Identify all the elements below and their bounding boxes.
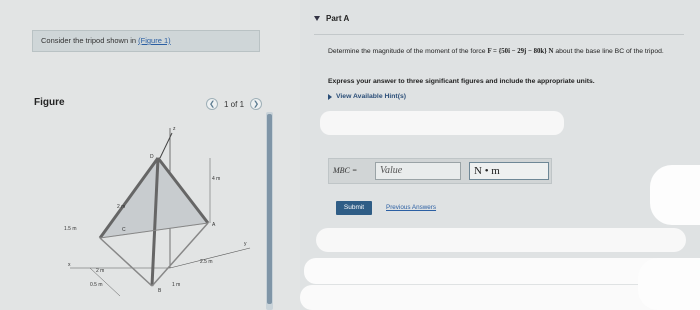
redaction-block <box>320 111 564 135</box>
label-1m: 1 m <box>172 282 181 288</box>
chevron-left-icon[interactable]: ❮ <box>206 98 218 110</box>
label-b: B <box>158 288 162 294</box>
label-4m: 4 m <box>212 176 221 182</box>
submit-button[interactable]: Submit <box>336 201 372 215</box>
figure-scrollbar-thumb[interactable] <box>267 114 272 304</box>
base-ab <box>152 223 208 286</box>
chevron-right-icon[interactable]: ❯ <box>250 98 262 110</box>
label-c: C <box>122 227 126 233</box>
hints-label: View Available Hint(s) <box>336 93 407 100</box>
figure-link[interactable]: (Figure 1) <box>138 36 171 45</box>
pager-text: 1 of 1 <box>224 99 245 109</box>
value-input[interactable]: Value <box>375 162 461 180</box>
label-a: A <box>212 222 216 228</box>
label-1-5m: 1.5 m <box>64 226 77 232</box>
hints-toggle[interactable] <box>328 93 406 100</box>
label-x: x <box>68 262 71 268</box>
expand-caret-icon <box>328 94 332 100</box>
problem-intro <box>32 30 260 52</box>
label-0-5m: 0.5 m <box>90 282 103 288</box>
part-title: Part A <box>326 14 350 23</box>
part-header[interactable] <box>314 14 349 23</box>
previous-answers-link[interactable]: Previous Answers <box>386 204 437 211</box>
figure-heading: Figure <box>34 97 65 108</box>
redaction-block <box>304 258 676 284</box>
collapse-caret-icon[interactable] <box>314 16 320 21</box>
units-input[interactable]: N • m <box>469 162 549 180</box>
problem-panel <box>0 0 300 310</box>
label-y: y <box>244 241 247 247</box>
question-text <box>328 47 688 57</box>
answer-label: MBC = <box>333 166 358 175</box>
label-z: z <box>173 126 176 132</box>
base-bc <box>100 238 152 286</box>
answer-instruction: Express your answer to three significant figures and include the appropriate units. <box>328 78 595 85</box>
label-2m-bottom: 2 m <box>96 268 105 274</box>
label-2m-top: 2 m <box>117 204 126 210</box>
redaction-block <box>316 228 686 252</box>
answer-row <box>328 158 552 184</box>
y-axis <box>170 248 250 268</box>
redaction-block <box>638 258 700 310</box>
redaction-block <box>300 285 670 310</box>
force-expression: F = {50i − 29j − 80k} N <box>487 48 554 55</box>
redaction-block <box>650 165 700 225</box>
question-prefix: Determine the magnitude of the moment of the force <box>328 48 488 55</box>
tripod-figure <box>60 118 260 308</box>
divider <box>314 34 684 35</box>
question-suffix: about the base line BC of the tripod. <box>553 48 664 55</box>
label-d: D <box>150 154 154 160</box>
answer-panel <box>300 0 700 310</box>
label-2-5m: 2.5 m <box>200 259 213 265</box>
figure-pager <box>206 97 262 111</box>
intro-text: Consider the tripod shown in <box>41 36 139 45</box>
